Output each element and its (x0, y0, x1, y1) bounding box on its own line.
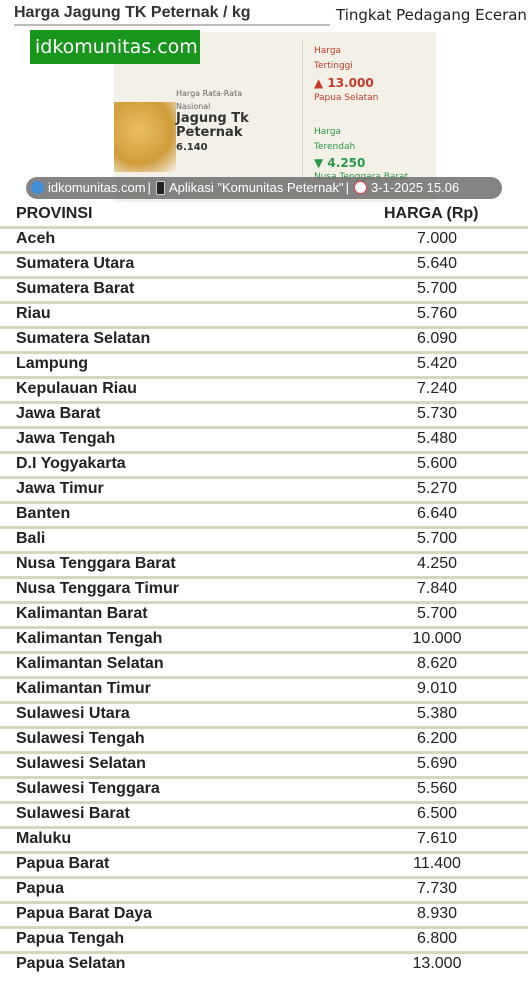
table-row (0, 851, 528, 876)
province-price: 6.500 (416, 805, 458, 822)
separator: | (147, 180, 151, 195)
table-row (0, 576, 528, 601)
province-price: 5.600 (416, 455, 458, 472)
product-name: Jagung Tk Peternak (176, 111, 249, 140)
province-price: 5.690 (416, 755, 458, 772)
province-name: Jawa Tengah (16, 430, 116, 447)
province-price: 5.480 (416, 430, 458, 447)
page-subtitle: Tingkat Pedagang Eceran (336, 6, 527, 24)
table-row (0, 451, 528, 476)
info-app: Aplikasi "Komunitas Peternak" (168, 180, 344, 195)
info-datetime: 3-1-2025 15.06 (371, 180, 460, 195)
province-name: Lampung (16, 355, 88, 372)
province-name: Kalimantan Selatan (16, 655, 164, 672)
table-row (0, 826, 528, 851)
province-name: Kalimantan Barat (16, 605, 148, 622)
highest-province: Papua Selatan (314, 93, 379, 103)
table-row (0, 301, 528, 326)
table-row (0, 751, 528, 776)
province-name: Sulawesi Tengah (16, 730, 145, 747)
province-price: 5.420 (416, 355, 458, 372)
table-row (0, 926, 528, 951)
table-header (0, 202, 528, 226)
province-name: Papua Barat (16, 855, 110, 872)
title-underline (14, 24, 330, 26)
column-header-province: PROVINSI (16, 205, 93, 222)
province-price: 4.250 (416, 555, 458, 572)
table-row (0, 251, 528, 276)
table-row (0, 351, 528, 376)
table-row (0, 626, 528, 651)
info-bar (26, 177, 502, 199)
province-price: 10.000 (412, 630, 462, 647)
province-name: Sulawesi Utara (16, 705, 130, 722)
province-price: 7.000 (416, 230, 458, 247)
province-name: D.I Yogyakarta (16, 455, 126, 472)
table-row (0, 701, 528, 726)
province-name: Nusa Tenggara Barat (16, 555, 176, 572)
table-row (0, 551, 528, 576)
province-name: Aceh (16, 230, 56, 247)
brand-watermark: idkomunitas.com (30, 30, 200, 64)
info-site: idkomunitas.com (48, 180, 146, 195)
province-price: 7.840 (416, 580, 458, 597)
province-name: Sulawesi Barat (16, 805, 130, 822)
province-price: 7.240 (416, 380, 458, 397)
column-header-price: HARGA (Rp) (384, 205, 479, 222)
province-price: 5.760 (416, 305, 458, 322)
province-name: Sumatera Selatan (16, 330, 151, 347)
province-name: Nusa Tenggara Timur (16, 580, 179, 597)
table-row (0, 526, 528, 551)
province-price: 5.700 (416, 280, 458, 297)
price-table (0, 226, 528, 976)
lowest-price: ▼ 4.250 (314, 156, 366, 170)
table-row (0, 726, 528, 751)
table-row (0, 326, 528, 351)
table-row (0, 901, 528, 926)
province-name: Papua Selatan (16, 955, 126, 972)
table-row (0, 651, 528, 676)
table-row (0, 876, 528, 901)
separator: | (345, 180, 350, 195)
province-name: Sulawesi Selatan (16, 755, 146, 772)
table-row (0, 776, 528, 801)
province-name: Papua Tengah (16, 930, 125, 947)
province-price: 6.200 (416, 730, 458, 747)
province-name: Sumatera Utara (16, 255, 135, 272)
table-row (0, 601, 528, 626)
province-price: 6.800 (416, 930, 458, 947)
province-price: 9.010 (416, 680, 458, 697)
province-name: Banten (16, 505, 71, 522)
province-price: 5.700 (416, 605, 458, 622)
table-row (0, 676, 528, 701)
province-price: 5.560 (416, 780, 458, 797)
province-name: Maluku (16, 830, 72, 847)
average-price: 6.140 (176, 142, 208, 153)
globe-icon (31, 181, 44, 194)
province-price: 6.090 (416, 330, 458, 347)
table-row (0, 401, 528, 426)
province-price: 5.640 (416, 255, 458, 272)
province-price: 5.270 (416, 480, 458, 497)
table-row (0, 426, 528, 451)
province-name: Jawa Timur (16, 480, 104, 497)
table-row (0, 501, 528, 526)
average-label: Harga Rata-Rata Nasional (176, 89, 243, 111)
province-name: Kalimantan Tengah (16, 630, 163, 647)
province-name: Jawa Barat (16, 405, 101, 422)
banner-divider (302, 40, 303, 190)
province-name: Sulawesi Tenggara (16, 780, 160, 797)
table-row (0, 376, 528, 401)
phone-icon (156, 181, 165, 195)
province-price: 8.930 (416, 905, 458, 922)
table-row (0, 226, 528, 251)
table-row (0, 276, 528, 301)
clock-icon (354, 181, 367, 194)
province-price: 7.730 (416, 880, 458, 897)
lowest-label: Harga Terendah (314, 127, 356, 152)
table-row (0, 951, 528, 976)
province-price: 8.620 (416, 655, 458, 672)
corn-image (114, 102, 176, 172)
province-price: 7.610 (416, 830, 458, 847)
province-name: Papua Barat Daya (16, 905, 153, 922)
province-name: Kalimantan Timur (16, 680, 151, 697)
province-price: 11.400 (413, 855, 461, 872)
highest-label: Harga Tertinggi (314, 46, 353, 71)
province-price: 6.640 (416, 505, 458, 522)
province-price: 5.380 (416, 705, 458, 722)
highest-price: ▲ 13.000 (314, 76, 374, 90)
province-name: Kepulauan Riau (16, 380, 137, 397)
province-price: 13.000 (412, 955, 462, 972)
province-name: Riau (16, 305, 51, 322)
province-price: 5.730 (416, 405, 458, 422)
province-name: Sumatera Barat (16, 280, 135, 297)
page-title: Harga Jagung TK Peternak / kg (14, 4, 251, 21)
province-name: Bali (16, 530, 46, 547)
table-row (0, 801, 528, 826)
table-row (0, 476, 528, 501)
province-name: Papua (16, 880, 65, 897)
province-price: 5.700 (416, 530, 458, 547)
